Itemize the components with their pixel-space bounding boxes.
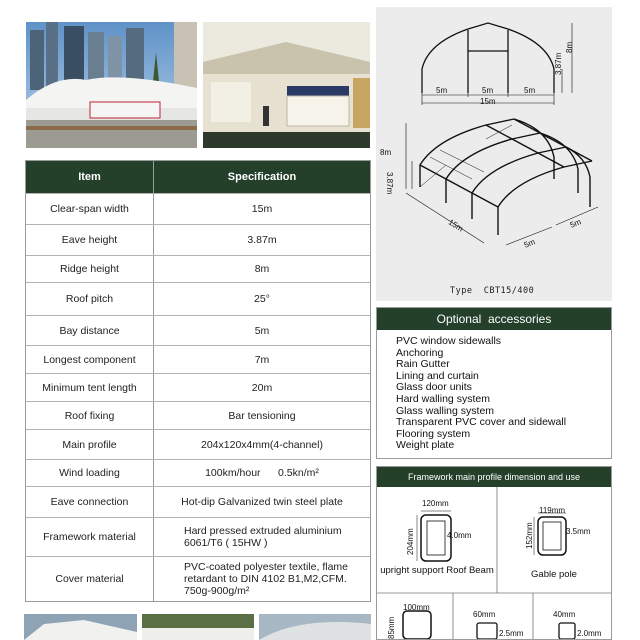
- dim-profile3-height: 85mm: [387, 616, 396, 639]
- accessories-list: [377, 330, 611, 452]
- optional-accessories-title: Optional accessories: [377, 308, 611, 330]
- list-item: Hard walling system: [396, 392, 490, 405]
- dim-iso-ridge: 8m: [380, 148, 392, 157]
- dim-profile4-thickness: 2.5mm: [499, 629, 524, 638]
- header-item: Item: [26, 161, 154, 193]
- dim-profile4-width: 60mm: [473, 610, 496, 619]
- dim-profile1-width: 120mm: [422, 499, 449, 508]
- dim-iso-bay1: 5m: [522, 237, 537, 250]
- dim-profile3-width: 100mm: [403, 603, 430, 612]
- list-item: Flooring system: [396, 427, 471, 440]
- table-row: Longest component 7m: [26, 345, 370, 373]
- table-row: Clear-span width 15m: [26, 193, 370, 224]
- list-item: Weight plate: [396, 439, 455, 452]
- dim-profile5-thickness: 2.0mm: [577, 629, 602, 638]
- list-item: Glass walling system: [396, 404, 495, 417]
- dim-iso-width: 15m: [446, 217, 465, 234]
- table-row: Wind loading 100km/hour 0.5kn/m²: [26, 459, 370, 486]
- photo-bottom-2: [142, 614, 254, 640]
- table-row: Cover material PVC-coated polyester textile, flame retardant to DIN 4102 B1,M2,CFM. 750g-900g/m²: [26, 556, 370, 601]
- table-header: [26, 161, 370, 193]
- table-row: Minimum tent length 20m: [26, 373, 370, 401]
- table-row: Framework material Hard pressed extruded aluminium 6061/T6 ( 15HW ): [26, 517, 370, 556]
- table-row: Roof fixing Bar tensioning: [26, 401, 370, 429]
- dim-profile2-thickness: 3.5mm: [566, 527, 591, 536]
- dim-profile1-thickness: 4.0mm: [447, 531, 472, 540]
- photo-tent-interior: [203, 22, 370, 148]
- list-item: Lining and curtain: [396, 369, 479, 382]
- list-item: Glass door units: [396, 381, 472, 394]
- dim-front-middle: 5m: [482, 86, 494, 95]
- dim-iso-bay2: 5m: [568, 217, 583, 230]
- photo-tent-exterior: [26, 22, 197, 148]
- photo-bottom-1: [24, 614, 137, 640]
- framework-profile-panel: [376, 466, 612, 640]
- photo-bottom-3: [259, 614, 371, 640]
- dim-front-side-b: 5m: [524, 86, 536, 95]
- dim-front-ridge: 8m: [565, 41, 574, 53]
- list-item: Anchoring: [396, 346, 444, 359]
- dim-profile2-height: 152mm: [525, 522, 534, 549]
- table-row: Roof pitch 25°: [26, 282, 370, 315]
- dim-profile2-width: 119mm: [539, 506, 566, 515]
- table-row: Eave connection Hot-dip Galvanized twin steel plate: [26, 486, 370, 517]
- profile1-label: upright support Roof Beam: [380, 565, 494, 576]
- profile2-label: Gable pole: [531, 569, 577, 580]
- tent-diagram: [376, 7, 612, 301]
- dim-front-eave: 3.87m: [554, 52, 563, 75]
- dim-profile5-width: 40mm: [553, 610, 576, 619]
- dim-iso-eave: 3.87m: [385, 172, 394, 195]
- optional-accessories-panel: [376, 307, 612, 459]
- dim-front-total: 15m: [480, 97, 496, 106]
- table-row: Bay distance 5m: [26, 315, 370, 345]
- list-item: Rain Gutter: [396, 358, 450, 371]
- dim-profile1-height: 204mm: [406, 528, 415, 555]
- header-specification: Specification: [227, 171, 297, 183]
- list-item: PVC window sidewalls: [396, 335, 502, 347]
- dim-front-side-a: 5m: [436, 86, 448, 95]
- table-row: Ridge height 8m: [26, 255, 370, 282]
- table-row: Main profile 204x120x4mm(4-channel): [26, 429, 370, 459]
- framework-title: Framework main profile dimension and use: [377, 467, 611, 487]
- type-label: Type CBT15/400: [450, 286, 535, 296]
- table-row: Eave height 3.87m: [26, 224, 370, 255]
- list-item: Transparent PVC cover and sidewall: [396, 416, 567, 429]
- specification-table: [25, 160, 371, 602]
